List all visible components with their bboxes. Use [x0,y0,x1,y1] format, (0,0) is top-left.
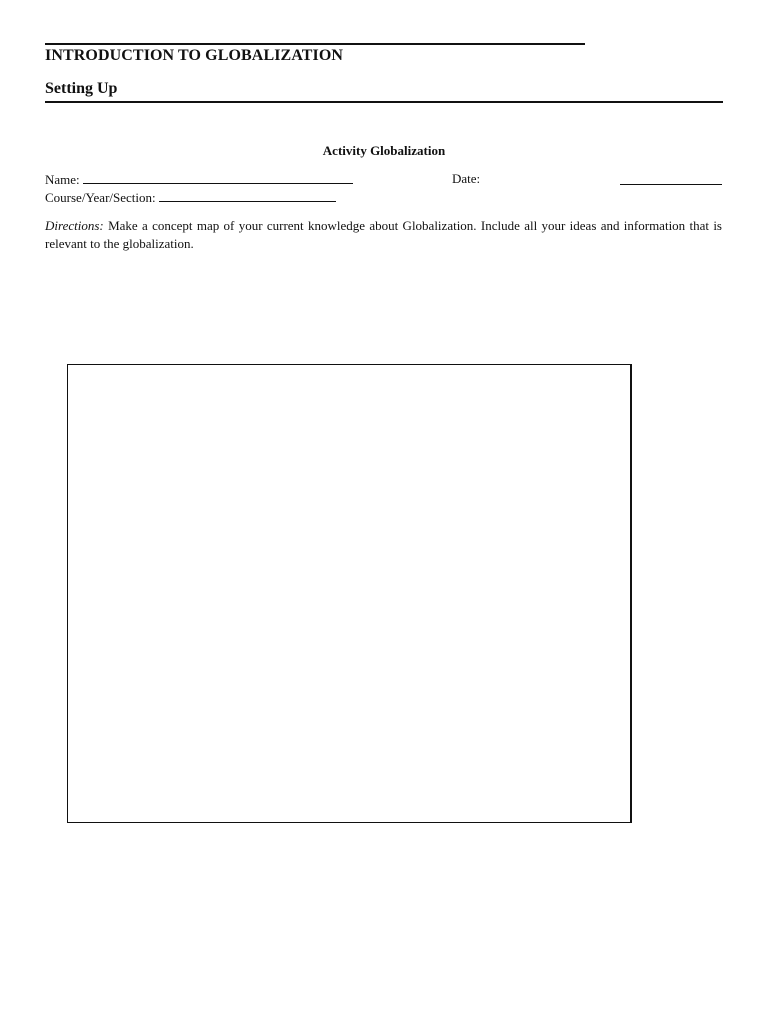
name-field-row [45,171,353,188]
directions-label: Directions: [45,218,104,233]
module-title: INTRODUCTION TO GLOBALIZATION [45,47,344,64]
directions-paragraph [45,217,722,253]
course-label: Course/Year/Section: [45,190,156,205]
name-blank-line[interactable] [83,171,353,184]
date-blank-line[interactable] [620,172,722,185]
directions-text: Make a concept map of your current knowledge about Globalization. Include all your ideas and information that is relevant to the globalization. [45,218,722,251]
section-divider-rule [45,101,723,103]
name-label: Name: [45,172,80,187]
concept-map-box[interactable] [67,364,632,823]
top-divider-rule [45,43,585,45]
course-field-row [45,189,336,206]
section-title: Setting Up [45,80,118,97]
date-label: Date: [452,171,481,186]
activity-title: Activity Globalization [322,143,446,158]
course-blank-line[interactable] [159,189,336,202]
